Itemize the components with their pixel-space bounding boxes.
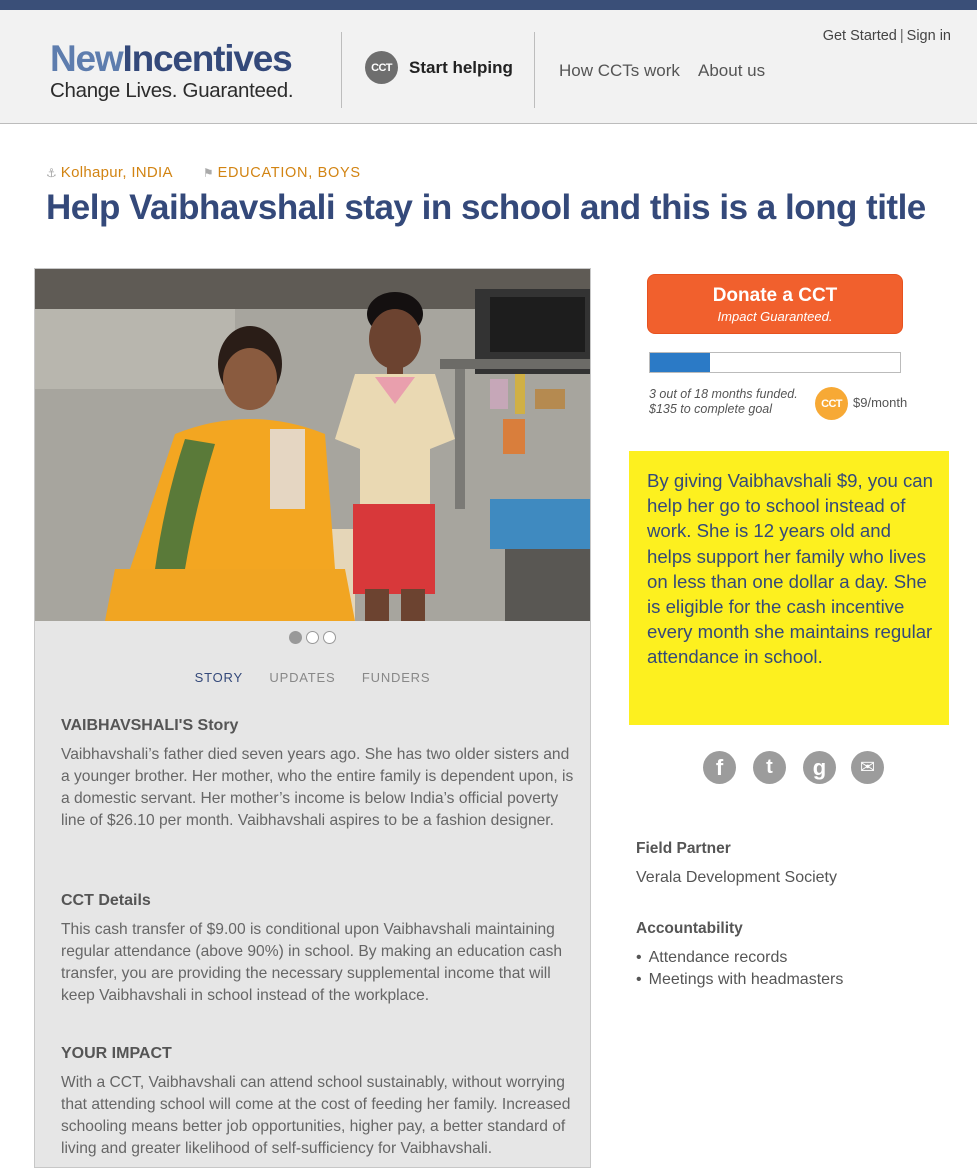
tags-label[interactable]: EDUCATION, BOYS xyxy=(217,164,361,181)
logo-wordmark xyxy=(50,39,293,79)
get-started-link[interactable]: Get Started xyxy=(822,28,897,44)
project-photo xyxy=(35,269,590,621)
page-title: Help Vaibhavshali stay in school and this is a long title xyxy=(46,188,926,227)
facebook-icon[interactable]: f xyxy=(703,751,736,784)
logo-new: New xyxy=(50,38,123,79)
funding-remaining: $135 to complete goal xyxy=(649,402,773,416)
carousel-dot[interactable] xyxy=(289,631,302,644)
story-heading: VAIBHAVSHALI'S Story xyxy=(61,717,239,734)
cct-icon[interactable]: CCT xyxy=(365,51,398,84)
list-item: • Attendance records xyxy=(636,947,843,969)
project-meta xyxy=(46,164,361,181)
location-pin-icon: ⚓ xyxy=(46,165,57,180)
donate-label: Donate a CCT xyxy=(712,285,838,306)
google-plus-icon[interactable]: g xyxy=(803,751,836,784)
cct-details-body: This cash transfer of $9.00 is conditional upon Vaibhavshali maintaining regular attendance (above 90%) in school. By making an education cash transfer, you are providing the necessary supplemental income that will keep Vaibhavshali in school instead of the workplace. xyxy=(61,921,563,1004)
carousel-dot[interactable] xyxy=(323,631,336,644)
account-links xyxy=(823,28,951,44)
logo-tagline: Change Lives. Guaranteed. xyxy=(50,79,294,102)
story-body: Vaibhavshali’s father died seven years ago. She has two older sisters and a younger brother. Her mother, who the entire family is dependent upon, is a domestic servant. Her mother’s income is below India’s official poverty line of $26.10 per month. Vaibhavshali aspires to be a fashion designer. xyxy=(61,746,574,829)
nav-how-ccts-work[interactable]: How CCTs work xyxy=(559,61,680,80)
story-section xyxy=(61,717,576,832)
donate-sublabel: Impact Guaranteed. xyxy=(717,309,833,324)
impact-heading: YOUR IMPACT xyxy=(61,1045,172,1062)
sign-in-link[interactable]: Sign in xyxy=(906,28,951,44)
impact-body: With a CCT, Vaibhavshali can attend school sustainably, without worrying that attending school will come at the cost of feeding her family. Increased schooling means better job opportunities, higher pay, a better standard of living and greater likelihood of self-sufficiency for Vaibhavshali. xyxy=(61,1074,571,1157)
tab-updates[interactable]: UPDATES xyxy=(269,670,336,685)
header-divider xyxy=(341,32,342,108)
tag-icon: ⚑ xyxy=(202,165,214,180)
funding-progress-bar xyxy=(649,352,901,373)
twitter-icon[interactable]: t xyxy=(753,751,786,784)
cct-details-heading: CCT Details xyxy=(61,892,151,909)
site-logo[interactable] xyxy=(50,39,293,103)
account-separator: | xyxy=(899,28,904,44)
cct-icon: CCT xyxy=(815,387,848,420)
email-icon[interactable]: ✉ xyxy=(851,751,884,784)
funding-status xyxy=(649,387,798,417)
monthly-price: $9/month xyxy=(853,395,908,410)
top-accent-bar xyxy=(0,0,977,10)
accountability-heading: Accountability xyxy=(636,920,743,937)
location-label[interactable]: Kolhapur, INDIA xyxy=(60,164,173,181)
accountability-list xyxy=(636,947,843,991)
funding-months: 3 out of 18 months funded. xyxy=(649,387,798,401)
tab-story[interactable]: STORY xyxy=(194,670,243,685)
carousel-dot[interactable] xyxy=(306,631,319,644)
start-helping-link[interactable]: Start helping xyxy=(409,58,513,77)
site-header xyxy=(0,10,977,124)
funding-progress-fill xyxy=(650,353,710,372)
header-divider xyxy=(534,32,535,108)
field-partner-name[interactable]: Verala Development Society xyxy=(636,869,837,886)
list-item: • Meetings with headmasters xyxy=(636,969,843,991)
carousel-dots xyxy=(35,631,590,649)
impact-section xyxy=(61,1045,576,1160)
logo-incentives: Incentives xyxy=(122,38,292,79)
story-tabs xyxy=(35,670,590,685)
story-panel xyxy=(34,268,591,1168)
pitch-text: By giving Vaibhavshali $9, you can help her go to school instead of work. She is 12 years old and helps support her family who lives on less than one dollar a day. She is eligible for the cash incentive every month she maintains regular attendance in school. xyxy=(647,470,933,668)
field-partner-heading: Field Partner xyxy=(636,840,731,857)
cct-details-section xyxy=(61,892,576,1007)
donate-button[interactable] xyxy=(647,274,903,334)
pitch-box xyxy=(629,451,949,725)
nav-about-us[interactable]: About us xyxy=(698,61,766,80)
tab-funders[interactable]: FUNDERS xyxy=(361,670,431,685)
